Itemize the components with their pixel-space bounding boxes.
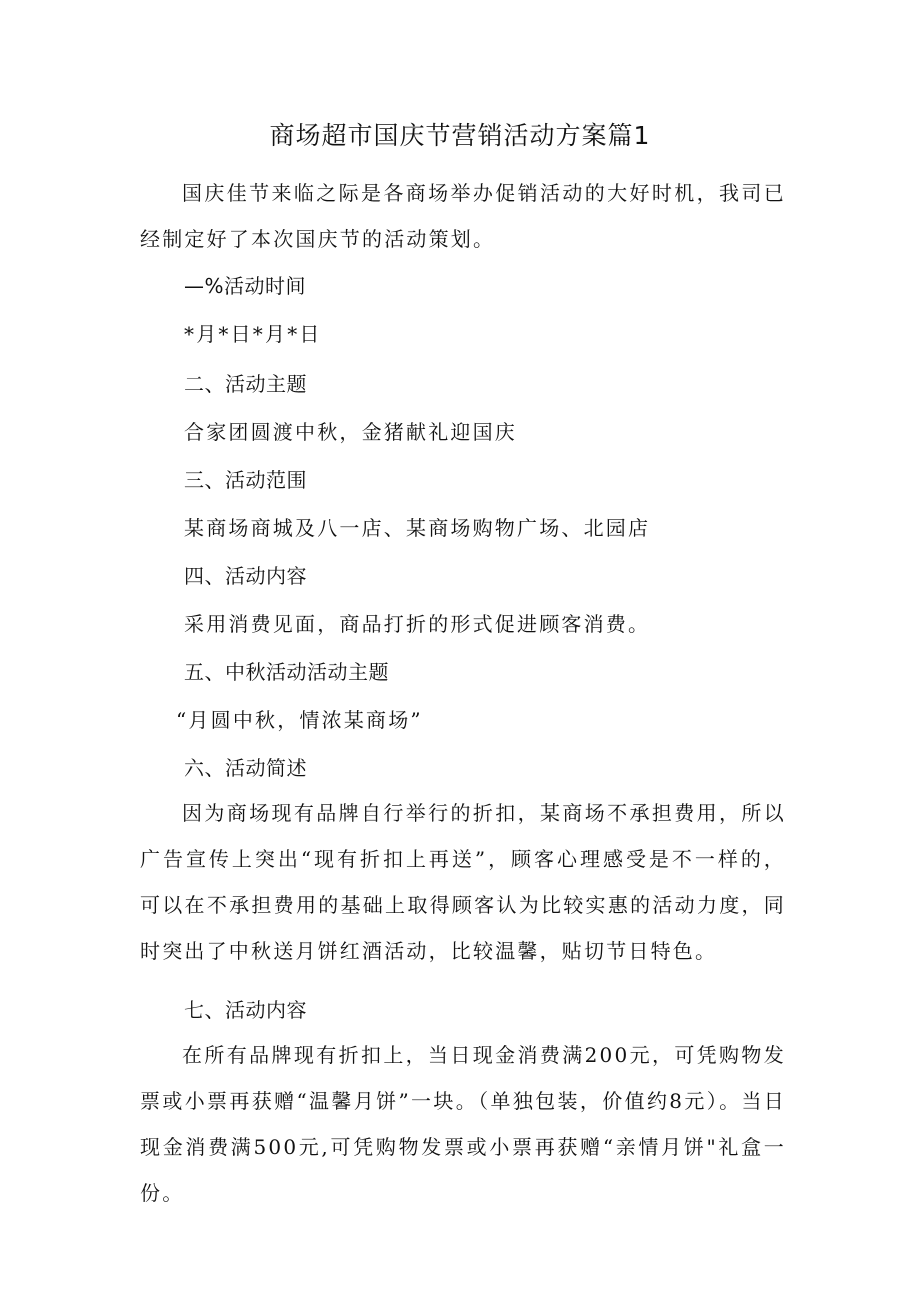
section-text-scope: 某商场商城及八一店、某商场购物广场、北园店 (184, 516, 651, 540)
section-text-mid-autumn-theme: “月圆中秋，情浓某商场” (176, 708, 423, 732)
section-heading-theme: 二、活动主题 (184, 372, 307, 396)
section-heading-content: 四、活动内容 (184, 564, 307, 588)
section-text-time: *月*日*月*日 (184, 322, 322, 346)
section-heading-scope: 三、活动范围 (184, 468, 307, 492)
section-text-content: 采用消费见面，商品打折的形式促进顾客消费。 (184, 612, 651, 636)
section-text-summary: 因为商场现有品牌自行举行的折扣，某商场不承担费用，所以广告宣传上突出“现有折扣上再送”，顾客心理感受是不一样的，可以在不承担费用的基础上取得顾客认为比较实惠的活动力度，同时突出了中秋送月饼红酒活动，比较温馨，贴切节日特色。 (140, 801, 786, 963)
section-text-theme: 合家团圆渡中秋，金猪献礼迎国庆 (184, 420, 517, 444)
document-title: 商场超市国庆节营销活动方案篇1 (269, 121, 651, 150)
intro-paragraph: 国庆佳节来临之际是各商场举办促销活动的大好时机，我司已经制定好了本次国庆节的活动策划。 (140, 181, 786, 251)
section-text-details: 在所有品牌现有折扣上，当日现金消费满200元，可凭购物发票或小票再获赠“温馨月饼”一块。（单独包装，价值约8元）。当日现金消费满500元,可凭购物发票或小票再获赠“亲情月饼"礼盒一份。 (140, 1043, 786, 1205)
section-heading-summary: 六、活动简述 (184, 756, 307, 780)
section-heading-details: 七、活动内容 (184, 998, 307, 1022)
section-heading-time: —%活动时间 (184, 274, 307, 298)
section-heading-mid-autumn-theme: 五、中秋活动活动主题 (184, 660, 389, 684)
